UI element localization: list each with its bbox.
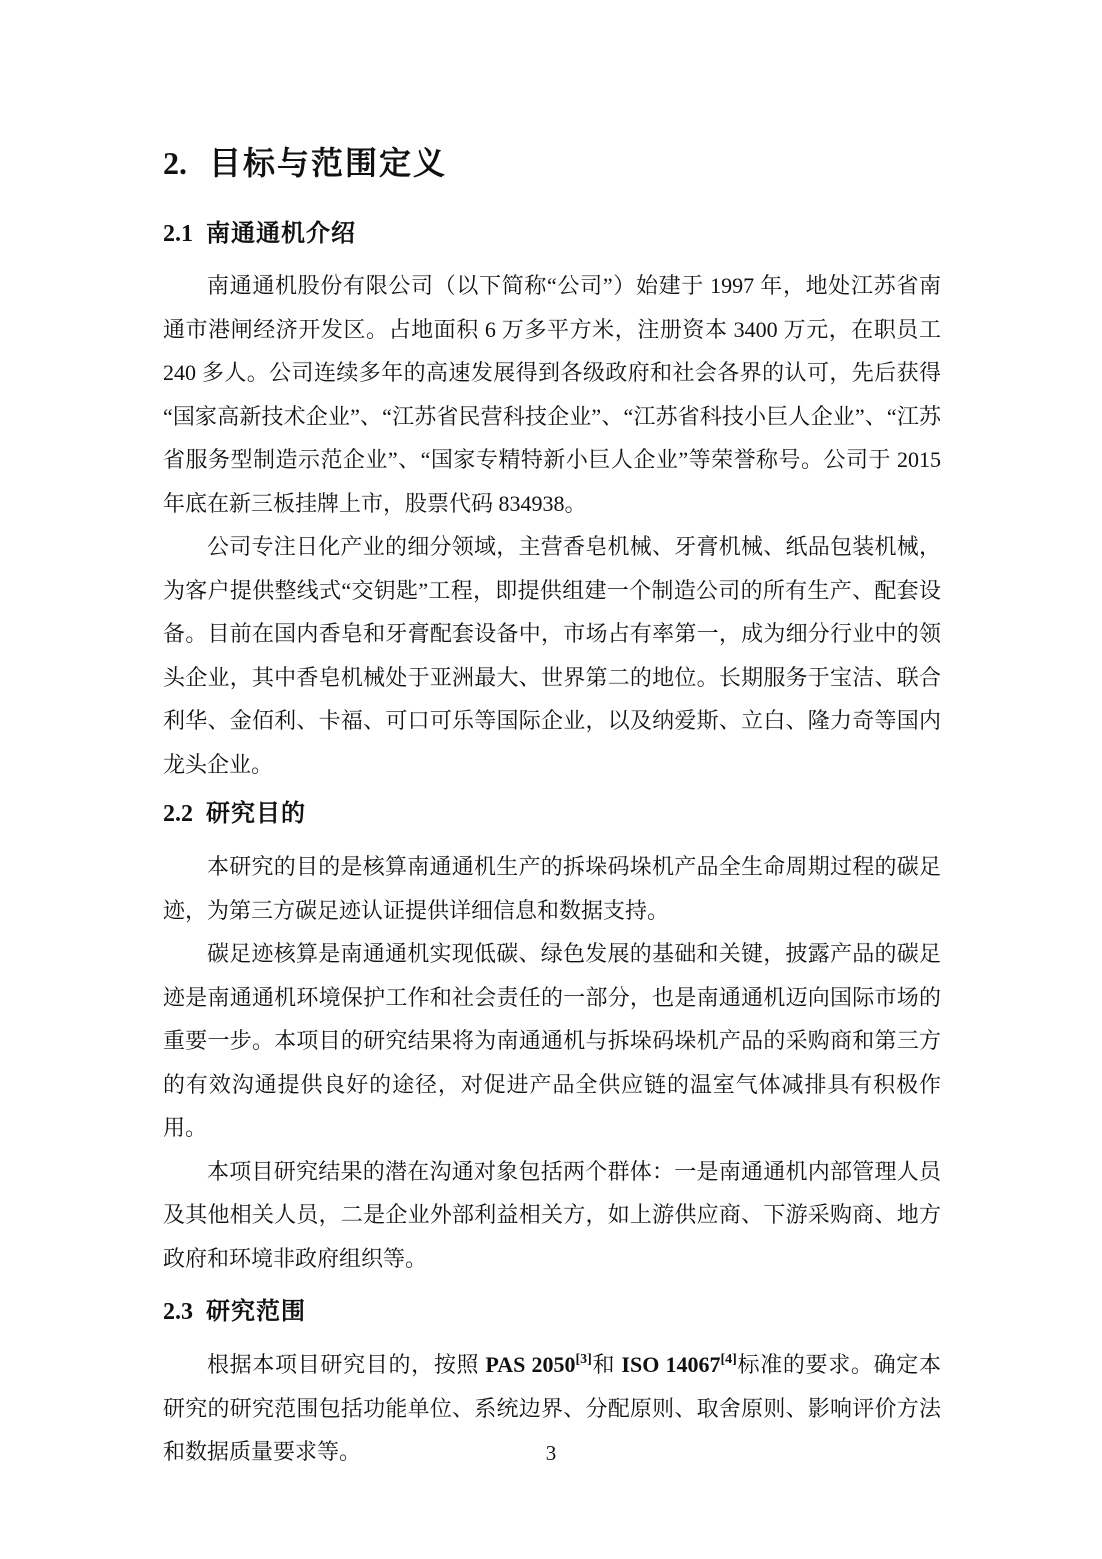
section-2-3-number: 2.3 — [163, 1299, 193, 1325]
section-2-2-number: 2.2 — [163, 801, 193, 827]
scope-text-tail: 标准的要求。确定本研究的研究范围包括功能单位、系统边界、分配原则、取舍原则、影响评价方法和数据质量要求等。 — [163, 1352, 941, 1464]
chapter-heading — [163, 140, 941, 186]
paragraph-company-business: 公司专注日化产业的细分领域，主营香皂机械、牙膏机械、纸品包装机械，为客户提供整线式“交钥匙”工程，即提供组建一个制造公司的所有生产、配套设备。目前在国内香皂和牙膏配套设备中，市场占有率第一，成为细分行业中的领头企业，其中香皂机械处于亚洲最大、世界第二的地位。长期服务于宝洁、联合利华、金佰利、卡福、可口可乐等国际企业，以及纳爱斯、立白、隆力奇等国内龙头企业。 — [163, 534, 941, 777]
chapter-title: 目标与范围定义 — [209, 145, 448, 181]
standard-iso-14067: ISO 14067 — [621, 1352, 721, 1377]
paragraph-company-intro: 南通通机股份有限公司（以下简称“公司”）始建于 1997 年，地处江苏省南通市港闸经济开发区。占地面积 6 万多平方米，注册资本 3400 万元，在职员工 240 多人。公司连续多年的高速发展得到各级政府和社会各界的认可，先后获得“国家高新技术企业”、“江苏省民营科技企业”、“江苏省科技小巨人企业”、“江苏省服务型制造示范企业”、“国家专精特新小巨人企业”等荣誉称号。公司于 2015 年底在新三板挂牌上市，股票代码 834938。 — [163, 273, 941, 516]
paragraph-study-purpose: 本研究的目的是核算南通通机生产的拆垛码垛机产品全生命周期过程的碳足迹，为第三方碳足迹认证提供详细信息和数据支持。 — [163, 854, 941, 923]
page-content — [163, 0, 941, 1474]
section-heading-2-2 — [163, 796, 941, 832]
scope-text-middle: 和 — [591, 1352, 622, 1377]
section-heading-2-3 — [163, 1294, 941, 1330]
section-2-1-number: 2.1 — [163, 221, 193, 247]
paragraph-communication-targets: 本项目研究结果的潜在沟通对象包括两个群体：一是南通通机内部管理人员及其他相关人员，二是企业外部利益相关方，如上游供应商、下游采购商、地方政府和环境非政府组织等。 — [163, 1158, 941, 1271]
section-2-2-title: 研究目的 — [206, 801, 306, 827]
scope-text-lead: 根据本项目研究目的，按照 — [207, 1352, 486, 1377]
section-2-1-title: 南通通机介绍 — [206, 221, 356, 247]
page-number: 3 — [545, 1441, 557, 1465]
citation-ref-3: [3] — [575, 1352, 592, 1367]
section-heading-2-1 — [163, 216, 941, 252]
chapter-number: 2. — [163, 145, 187, 181]
paragraph-carbon-accounting: 碳足迹核算是南通通机实现低碳、绿色发展的基础和关键，披露产品的碳足迹是南通通机环境保护工作和社会责任的一部分，也是南通通机迈向国际市场的重要一步。本项目的研究结果将为南通通机与拆垛码垛机产品的采购商和第三方的有效沟通提供良好的途径，对促进产品全供应链的温室气体减排具有积极作用。 — [163, 941, 941, 1140]
section-2-3-title: 研究范围 — [206, 1299, 306, 1325]
citation-ref-4: [4] — [720, 1352, 737, 1367]
standard-pas-2050: PAS 2050 — [485, 1352, 576, 1377]
